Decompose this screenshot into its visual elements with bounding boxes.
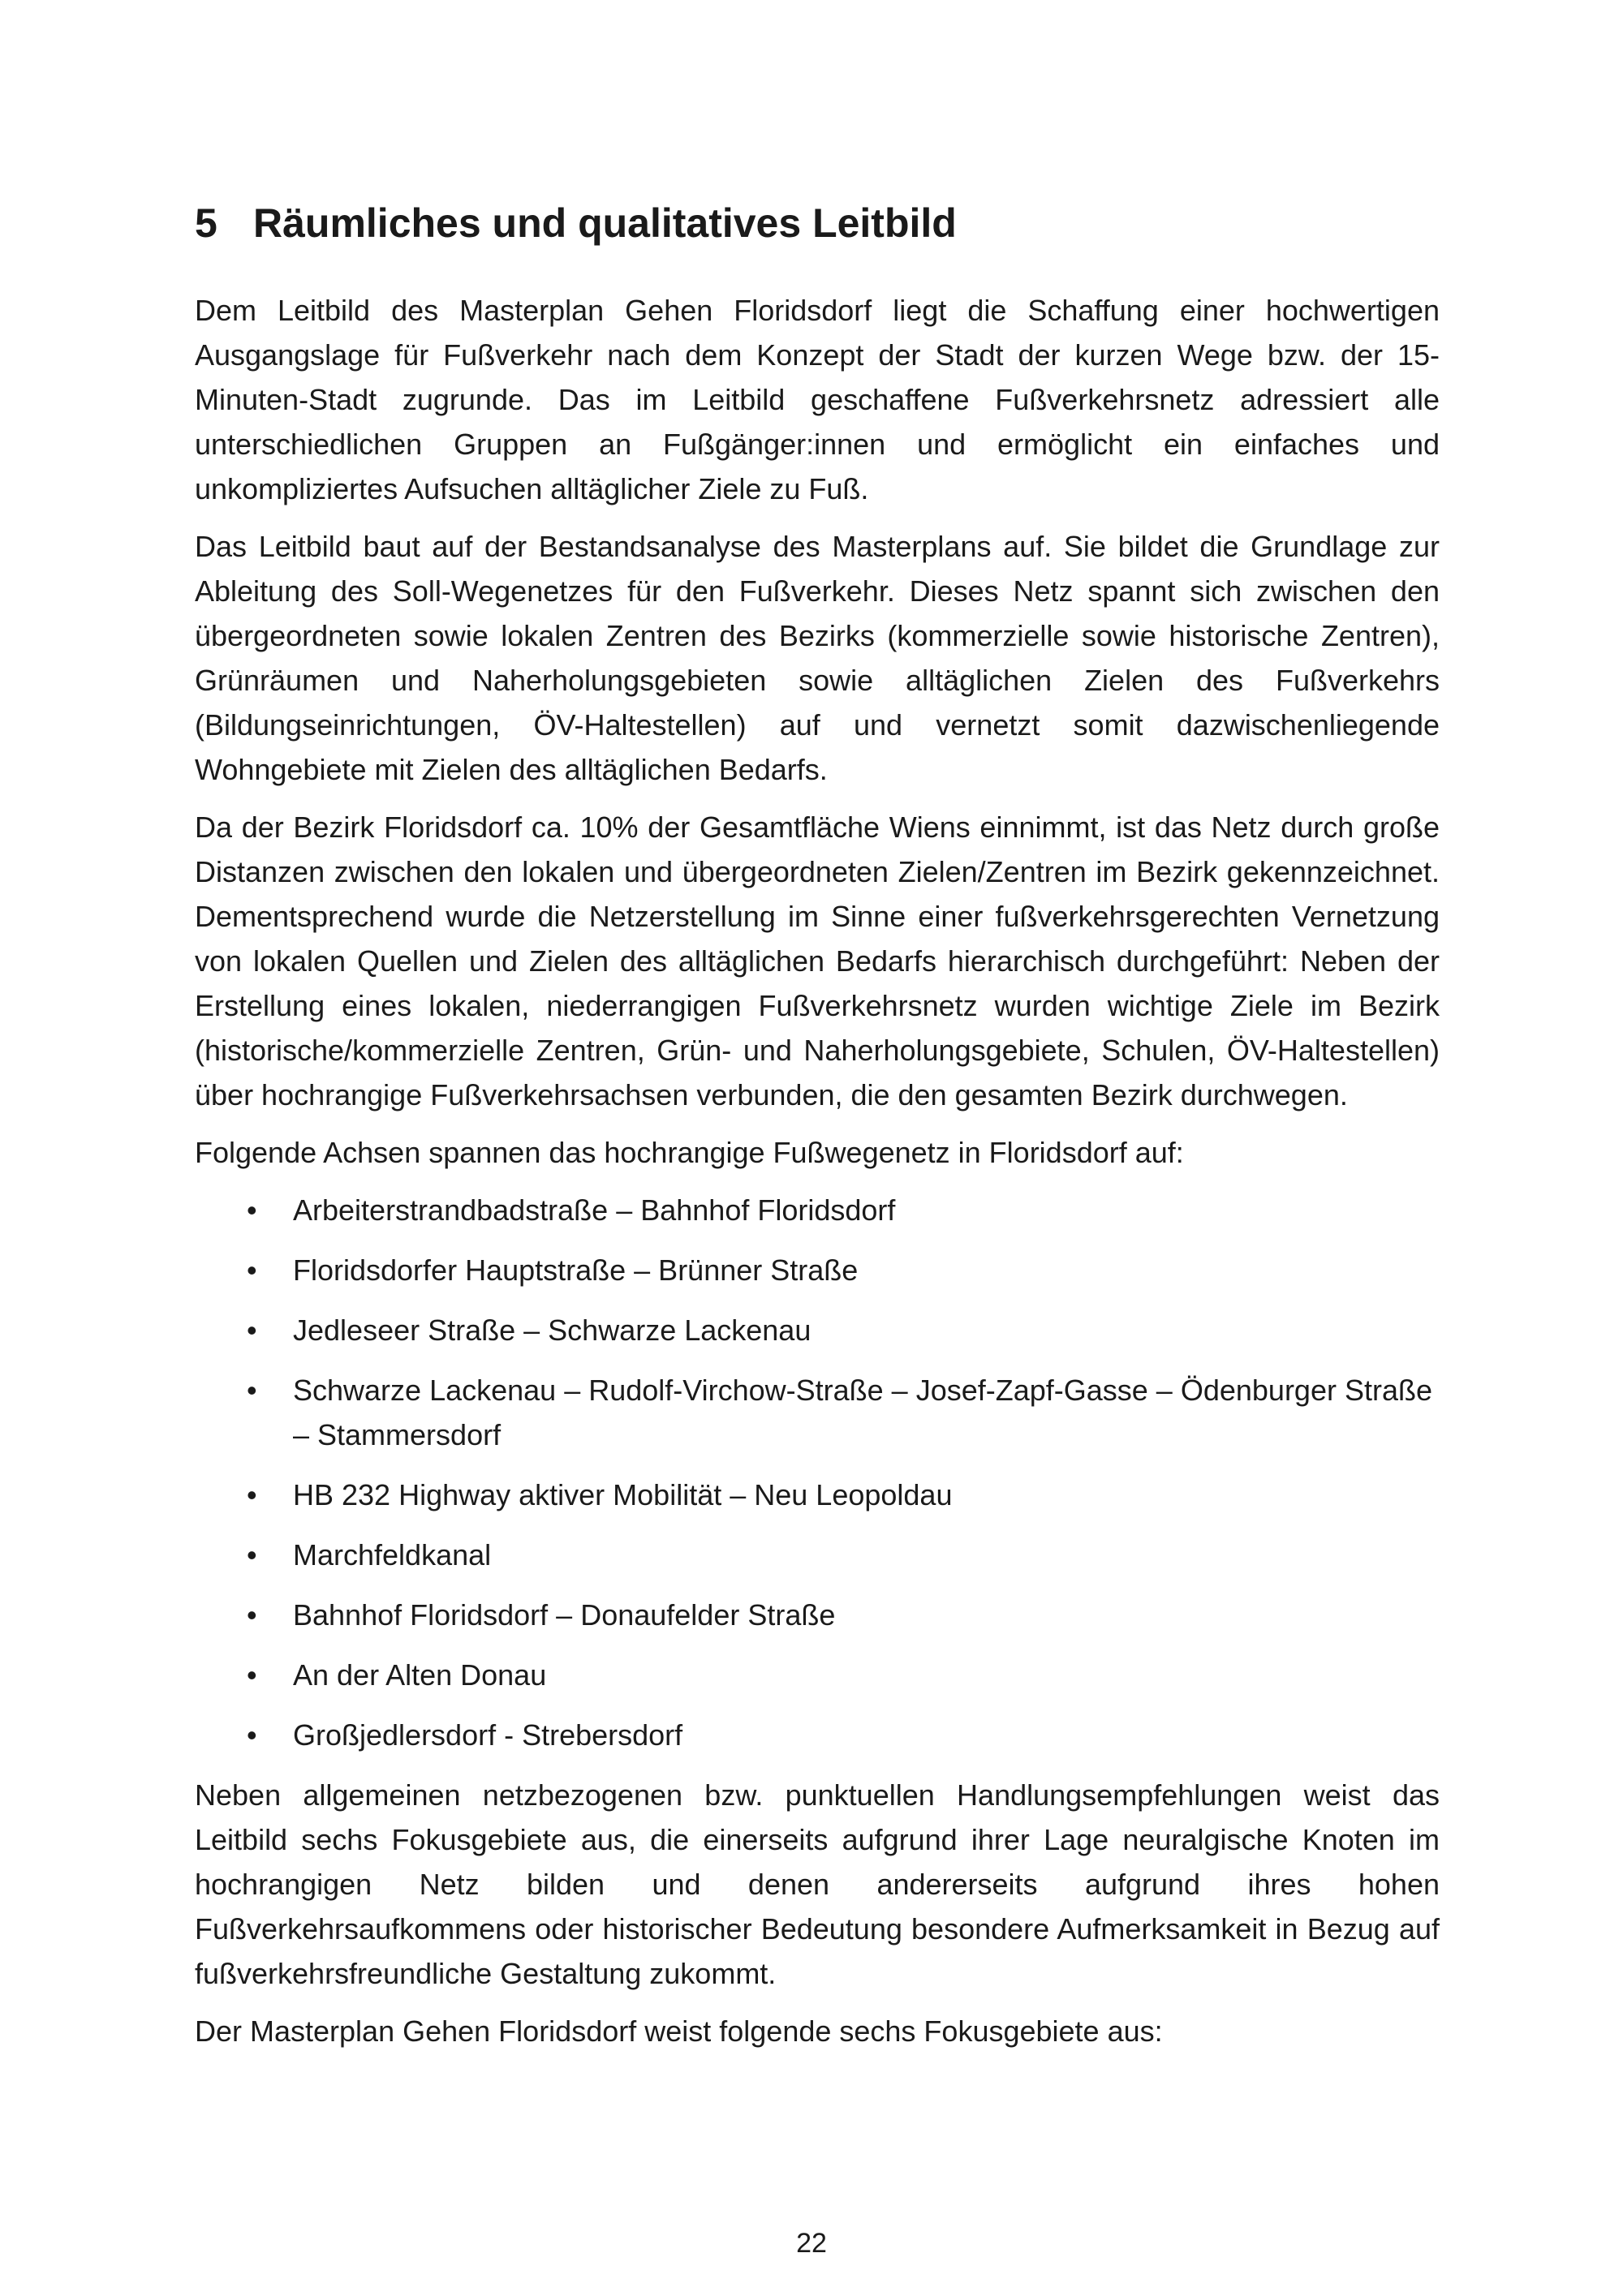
- list-item-text: An der Alten Donau: [293, 1658, 547, 1692]
- list-item: [195, 1533, 1440, 1577]
- paragraph-axes-intro: Folgende Achsen spannen das hochrangige Fußwegenetz in Floridsdorf auf:: [195, 1136, 1184, 1169]
- document-page: [195, 0, 1440, 2296]
- list-item-text: Arbeiterstrandbadstraße – Bahnhof Floridsdorf: [293, 1193, 896, 1227]
- paragraph-network: Da der Bezirk Floridsdorf ca. 10% der Gesamtfläche Wiens einnimmt, ist das Netz durch große Distanzen zwischen den lokalen und übergeordneten Zielen/Zentren im Bezirk gekennzeichnet. Dementsprechend wurde die Netzerstellung im Sinne einer fußverkehrsgerechten Vernetzung von lokalen Quellen und Zielen des alltäglichen Bedarfs hierarchisch durchgeführt: Neben der Erstellung eines lokalen, niederrangigen Fußverkehrsnetz wurden wichtige Ziele im Bezirk (historische/kommerzielle Zentren, Grün- und Naherholungsgebiete, Schulen, ÖV-Haltestellen) über hochrangige Fußverkehrsachsen verbunden, die den gesamten Bezirk durchwegen.: [195, 810, 1440, 1111]
- bullet-icon: •: [247, 1538, 257, 1572]
- section-heading: [195, 195, 957, 252]
- paragraph-focus-intro: Der Masterplan Gehen Floridsdorf weist folgende sechs Fokusgebiete aus:: [195, 2014, 1163, 2048]
- list-item: [195, 1473, 1440, 1517]
- list-item-text: Marchfeldkanal: [293, 1538, 492, 1572]
- axes-list: [195, 1188, 1440, 1757]
- list-item-text: Jedleseer Straße – Schwarze Lackenau: [293, 1314, 812, 1347]
- list-item-text: Großjedlersdorf - Strebersdorf: [293, 1718, 683, 1752]
- body-text: [195, 288, 1440, 2066]
- paragraph-intro: Dem Leitbild des Masterplan Gehen Floridsdorf liegt die Schaffung einer hochwertigen Ausgangslage für Fußverkehr nach dem Konzept der Stadt der kurzen Wege bzw. der 15-Minuten-Stadt zugrunde. Das im Leitbild geschaffene Fußverkehrsnetz adressiert alle unterschiedlichen Gruppen an Fußgänger:innen und ermöglicht ein einfaches und unkompliziertes Aufsuchen alltäglicher Ziele zu Fuß.: [195, 294, 1440, 505]
- list-item: [195, 1308, 1440, 1352]
- list-item-text: Schwarze Lackenau – Rudolf-Virchow-Straße – Josef-Zapf-Gasse – Ödenburger Straße – Stammersdorf: [293, 1374, 1432, 1451]
- bullet-icon: •: [247, 1253, 257, 1287]
- bullet-icon: •: [247, 1478, 257, 1511]
- section-title: Räumliches und qualitatives Leitbild: [253, 200, 957, 246]
- list-item-text: Floridsdorfer Hauptstraße – Brünner Straße: [293, 1253, 859, 1287]
- list-item-text: HB 232 Highway aktiver Mobilität – Neu Leopoldau: [293, 1478, 953, 1511]
- bullet-icon: •: [247, 1193, 257, 1227]
- list-item: [195, 1368, 1440, 1457]
- list-item: [195, 1713, 1440, 1757]
- bullet-icon: •: [247, 1314, 257, 1347]
- list-item: [195, 1593, 1440, 1637]
- list-item: [195, 1653, 1440, 1697]
- paragraph-focus-areas: Neben allgemeinen netzbezogenen bzw. punktuellen Handlungsempfehlungen weist das Leitbild sechs Fokusgebiete aus, die einerseits aufgrund ihrer Lage neuralgische Knoten im hochrangigen Netz bilden und denen andererseits aufgrund ihres hohen Fußverkehrsaufkommens oder historischer Bedeutung besondere Aufmerksamkeit in Bezug auf fußverkehrsfreundliche Gestaltung zukommt.: [195, 1778, 1440, 1990]
- list-item-text: Bahnhof Floridsdorf – Donaufelder Straße: [293, 1598, 836, 1632]
- bullet-icon: •: [247, 1658, 257, 1692]
- list-item: [195, 1188, 1440, 1232]
- section-number: 5: [195, 200, 217, 246]
- bullet-icon: •: [247, 1374, 257, 1407]
- list-item: [195, 1248, 1440, 1292]
- bullet-icon: •: [247, 1598, 257, 1632]
- bullet-icon: •: [247, 1718, 257, 1752]
- paragraph-analysis: Das Leitbild baut auf der Bestandsanalyse des Masterplans auf. Sie bildet die Grundlage zur Ableitung des Soll-Wegenetzes für den Fußverkehr. Dieses Netz spannt sich zwischen den übergeordneten sowie lokalen Zentren des Bezirks (kommerzielle sowie historische Zentren), Grünräumen und Naherholungsgebieten sowie alltäglichen Zielen des Fußverkehrs (Bildungseinrichtungen, ÖV-Haltestellen) auf und vernetzt somit dazwischenliegende Wohngebiete mit Zielen des alltäglichen Bedarfs.: [195, 530, 1440, 786]
- page-number: 22: [796, 2228, 827, 2259]
